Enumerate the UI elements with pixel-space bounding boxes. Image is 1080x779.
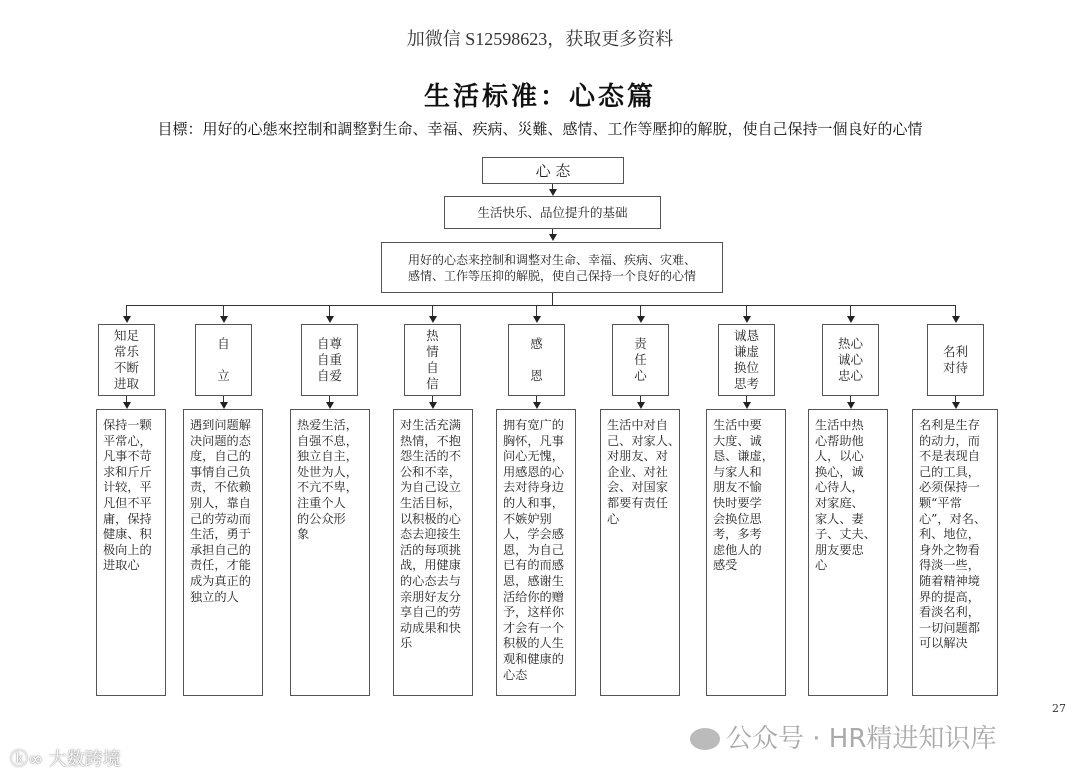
watermark-text: 公众号 · HR精进知识库 bbox=[726, 724, 997, 754]
arrow-icon bbox=[220, 402, 228, 409]
page-number: 27 bbox=[1052, 702, 1066, 715]
arrow-icon bbox=[326, 316, 334, 323]
arrow-icon bbox=[429, 316, 437, 323]
watermark bbox=[690, 718, 996, 755]
arrow-icon bbox=[123, 316, 131, 323]
arrow-icon bbox=[533, 402, 541, 409]
arrow-icon bbox=[326, 402, 334, 409]
arrow-icon bbox=[549, 189, 557, 196]
connector bbox=[552, 293, 553, 305]
arrow-icon bbox=[533, 316, 541, 323]
level2-box: 生活快乐、品位提升的基础 bbox=[444, 196, 661, 229]
column-title-box: 责 任 心 bbox=[612, 324, 669, 396]
column-desc-box: 遇到问题解 决问题的态 度，自己的 事情自己负 责，不依赖 别人，靠自 己的劳动而 生活，勇于 承担自己的 责任，才能 成为真正的 独立的人 bbox=[183, 409, 263, 696]
logo bbox=[10, 745, 121, 771]
arrow-icon bbox=[743, 316, 751, 323]
arrow-icon bbox=[123, 402, 131, 409]
column-desc-box: 对生活充满 热情，不抱 怨生活的不 公和不幸， 为自己设立 生活目标， 以积极的心 态去迎接生 活的每项挑 战，用健康 的心态去与 亲朋好友分 享自己的劳 动成果和快 乐 bbox=[393, 409, 473, 696]
column-title-box: 热心 诚心 忠心 bbox=[822, 324, 879, 396]
arrow-icon bbox=[952, 316, 960, 323]
arrow-icon bbox=[952, 402, 960, 409]
logo-text: 大数跨境 bbox=[48, 749, 121, 770]
column-title-box: 诚恳 谦虚 换位 思考 bbox=[718, 324, 775, 396]
goal-text: 目標：用好的心態來控制和調整對生命、幸福、疾病、災難、感情、工作等壓抑的解脫，使自己保持一個良好的心情 bbox=[157, 120, 923, 138]
column-title-box: 自尊 自重 自爱 bbox=[301, 324, 358, 396]
column-desc-box: 热爱生活， 自强不息， 独立自主， 处世为人， 不亢不卑， 注重个人 的公众形 象 bbox=[290, 409, 370, 696]
column-desc-box: 名利是生存 的动力，而 不是表现自 己的工具， 必须保持一 颗“平常 心”，对名、 利、地位， 身外之物看 得淡一些， 随着精神境 界的提高， 看淡名利， 一切问题都 可以解决 bbox=[912, 409, 998, 696]
column-desc-box: 拥有宽广的 胸怀，凡事 问心无愧， 用感恩的心 去对待身边 的人和事， 不嫉妒别 人，学会感 恩，为自己 已有的而感 恩，感谢生 活给你的赠 予，这样你 才会有一个 积极的人生 观和健康的 心态 bbox=[496, 409, 576, 696]
level3-box: 用好的心态来控制和调整对生命、幸福、疾病、灾难、 感情、工作等压抑的解脱，使自己保持一个良好的心情 bbox=[381, 242, 723, 293]
arrow-icon bbox=[220, 316, 228, 323]
page-title: 生活标准：心态篇 bbox=[423, 82, 656, 112]
column-title-box: 知足 常乐 不断 进取 bbox=[98, 324, 155, 396]
wechat-icon bbox=[690, 728, 720, 750]
header-contact: 加微信 S12598623，获取更多资料 bbox=[406, 29, 674, 49]
column-title-box: 自 立 bbox=[195, 324, 252, 396]
column-desc-box: 生活中热 心帮助他 人，以心 换心，诚 心待人， 对家庭、 家人、妻 子、丈夫、 朋友要忠 心 bbox=[808, 409, 888, 696]
arrow-icon bbox=[429, 402, 437, 409]
column-desc-box: 保持一颗 平常心， 凡事不苛 求和斤斤 计较，平 凡但不平 庸，保持 健康、积 极向上的 进取心 bbox=[96, 409, 166, 696]
arrow-icon bbox=[637, 316, 645, 323]
column-title-box: 热 情 自 信 bbox=[404, 324, 461, 396]
root-box: 心 态 bbox=[482, 157, 624, 184]
column-title-box: 感 恩 bbox=[508, 324, 565, 396]
arrow-icon bbox=[743, 402, 751, 409]
branch-line bbox=[126, 305, 956, 306]
arrow-icon bbox=[847, 316, 855, 323]
arrow-icon bbox=[637, 402, 645, 409]
arrow-icon bbox=[549, 234, 557, 241]
column-title-box: 名利 对待 bbox=[927, 324, 984, 396]
column-desc-box: 生活中要 大度、诚 恳、谦虚， 与家人和 朋友不愉 快时要学 会换位思 考，多考 虑他人的 感受 bbox=[706, 409, 786, 696]
logo-icon: ⓚ∞ bbox=[10, 749, 49, 770]
arrow-icon bbox=[847, 402, 855, 409]
column-desc-box: 生活中对自 己、对家人、 对朋友、对 企业、对社 会、对国家 都要有责任 心 bbox=[600, 409, 680, 696]
